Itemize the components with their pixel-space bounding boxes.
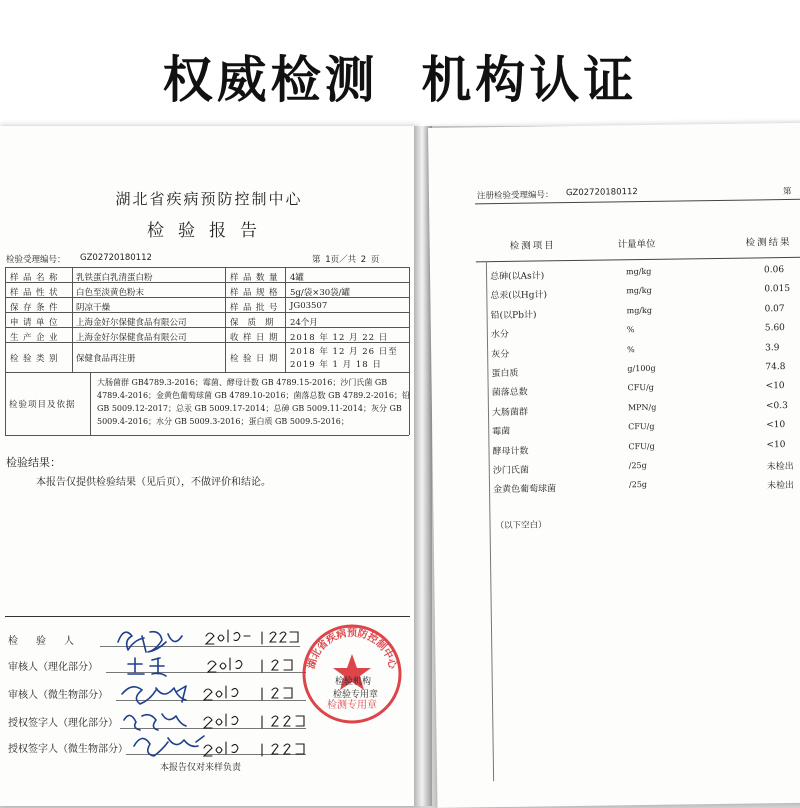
reviewer-chem-date (208, 658, 292, 672)
results-page-mark: 第 (782, 186, 792, 198)
report-title: 检验报告 (147, 221, 271, 241)
result-unit: CFU/g (627, 383, 654, 393)
spec-label: 样品规格 (230, 288, 283, 298)
seal-note-stamp: 检验专用章 (333, 690, 379, 700)
result-value: <10 (765, 381, 785, 392)
result-value: 0.06 (763, 265, 785, 276)
producer: 上海金好尔保健食品有限公司 (76, 333, 187, 343)
reviewer-micro-label: 审核人（微生物部分） (8, 690, 108, 701)
quantity-label: 样品数量 (230, 273, 283, 283)
received-label: 收样日期 (230, 333, 283, 343)
reviewer-micro-signature (122, 686, 186, 704)
result-value: <0.3 (765, 400, 788, 412)
result-unit: CFU/g (628, 422, 655, 432)
results-receipt-label: 注册检验受理编号： (476, 190, 554, 202)
result-item: 大肠菌群 (491, 407, 529, 418)
test-date-end: 2019 年 1 月 18 日 (290, 360, 382, 370)
category: 保健食品再注册 (76, 354, 136, 364)
result-value: <10 (766, 420, 786, 431)
result-item: 金黄色葡萄球菌 (492, 484, 557, 496)
result-item: 水分 (490, 330, 509, 341)
banner (0, 0, 800, 126)
result-unit: /25g (628, 460, 647, 471)
character-label: 样品性状 (10, 288, 63, 298)
test-date-label: 检验日期 (230, 354, 283, 364)
approver-micro-date (204, 742, 304, 756)
product-name-label: 样品名称 (10, 273, 63, 283)
test-date-start: 2018 年 12 月 26 日至 (290, 347, 398, 357)
approver-micro-label: 授权签字人（微生物部分） (8, 744, 128, 755)
result-unit: g/100g (627, 363, 656, 374)
result-unit: mg/kg (626, 305, 653, 316)
result-value: 3.9 (765, 342, 780, 353)
result-item: 霉菌 (492, 427, 511, 438)
result-item: 总汞(以Hg计) (490, 290, 548, 302)
approver-chem-date (204, 714, 304, 728)
product-name: 乳铁蛋白乳清蛋白粉 (76, 273, 153, 283)
result-value: 74.8 (765, 362, 786, 373)
receipt-number: GZ02720180112 (80, 253, 152, 263)
applicant: 上海金好尔保健食品有限公司 (76, 318, 187, 328)
result-item: 灰分 (491, 349, 510, 360)
inspector-label: 检验人 (8, 636, 92, 647)
spec: 5g/袋×30袋/罐 (290, 288, 351, 298)
footnote: 本报告仅对来样负责 (160, 763, 242, 773)
result-item: 沙门氏菌 (492, 465, 529, 477)
result-title: 检验结果： (6, 456, 61, 469)
result-value: 0.015 (764, 284, 791, 295)
result-item: 菌落总数 (491, 388, 528, 399)
category-label: 检验类别 (10, 354, 63, 364)
batch-label: 样品批号 (230, 303, 283, 313)
reviewer-chem-label: 审核人（理化部分） (8, 662, 98, 673)
result-item: 铅(以Pb计) (490, 310, 537, 321)
basis-label: 检验项目及依据 (9, 400, 76, 410)
result-value: <10 (766, 439, 786, 450)
header-item: 检测项目 (509, 240, 556, 252)
approver-micro-signature (134, 736, 204, 756)
character: 白色至淡黄色粉末 (76, 288, 145, 298)
result-unit: CFU/g (628, 441, 655, 451)
banner-title: 权威检测 机构认证 (162, 51, 638, 109)
basis-line: 4789.4-2016；金黄色葡萄球菌 GB 4789.10-2016；菌落总数 GB 4789.2-2016；铅 (97, 391, 410, 400)
result-unit: mg/kg (625, 266, 652, 277)
result-unit: mg/kg (626, 286, 652, 296)
report-results-page (428, 123, 800, 808)
result-unit: MPN/g (627, 402, 657, 413)
inspector-date (206, 630, 298, 644)
reviewer-chem-signature (128, 658, 166, 676)
applicant-label: 申请单位 (10, 318, 63, 328)
producer-label: 生产企业 (10, 333, 63, 343)
result-item: 酵母计数 (492, 446, 529, 457)
quantity: 4罐 (290, 273, 304, 283)
result-unit: % (627, 344, 635, 354)
shelf-label: 保质期 (230, 318, 283, 328)
result-text: 本报告仅提供检验结果（见后页），不做评价和结论。 (36, 477, 271, 488)
reviewer-micro-date (204, 686, 292, 700)
result-value: 0.07 (764, 303, 785, 315)
stamp-ring-text: 湖北省疾病预防控制中心 (306, 628, 398, 671)
result-value: 5.60 (764, 323, 785, 334)
seal-note-institution: 检验机构 (335, 677, 372, 687)
receipt-label: 检验受理编号： (6, 255, 66, 265)
approver-chem-label: 授权签字人（理化部分） (8, 718, 118, 729)
received-date: 2018 年 12 月 22 日 (290, 333, 389, 343)
inspector-signature (118, 632, 182, 652)
report-cover-page (0, 126, 418, 806)
header-result: 检测结果 (745, 236, 792, 249)
basis-line: GB 5009.12-2017；总汞 GB 5009.17-2014；总砷 GB 5009.11-2014；灰分 GB (97, 404, 402, 413)
result-unit: % (626, 325, 635, 335)
storage-label: 保存条件 (10, 303, 63, 313)
batch: JG03507 (290, 301, 328, 311)
blank-note: （以下空白） (495, 520, 547, 532)
shelf-life: 24个月 (290, 318, 318, 328)
result-item: 总砷(以As计) (490, 271, 545, 283)
page-info: 第 1页／共 2 页 (312, 255, 380, 265)
result-value: 未检出 (766, 481, 795, 492)
storage: 阴凉干燥 (76, 303, 111, 313)
result-unit: /25g (628, 480, 648, 490)
results-receipt-number: GZ02720180112 (565, 187, 638, 199)
institution-name: 湖北省疾病预防控制中心 (115, 190, 303, 208)
approver-chem-signature (124, 714, 186, 730)
basis-line: 5009.4-2016；水分 GB 5009.3-2016；蛋白质 GB 5009.5-2016； (97, 417, 349, 426)
result-value: 未检出 (766, 461, 794, 473)
basis-line: 大肠菌群 GB4789.3-2016；霉菌、酵母计数 GB 4789.15-2016；沙门氏菌 GB (97, 378, 388, 387)
header-unit: 计量单位 (617, 238, 656, 251)
stamp-bottom-text: 检测专用章 (327, 700, 377, 711)
result-item: 蛋白质 (491, 368, 519, 380)
